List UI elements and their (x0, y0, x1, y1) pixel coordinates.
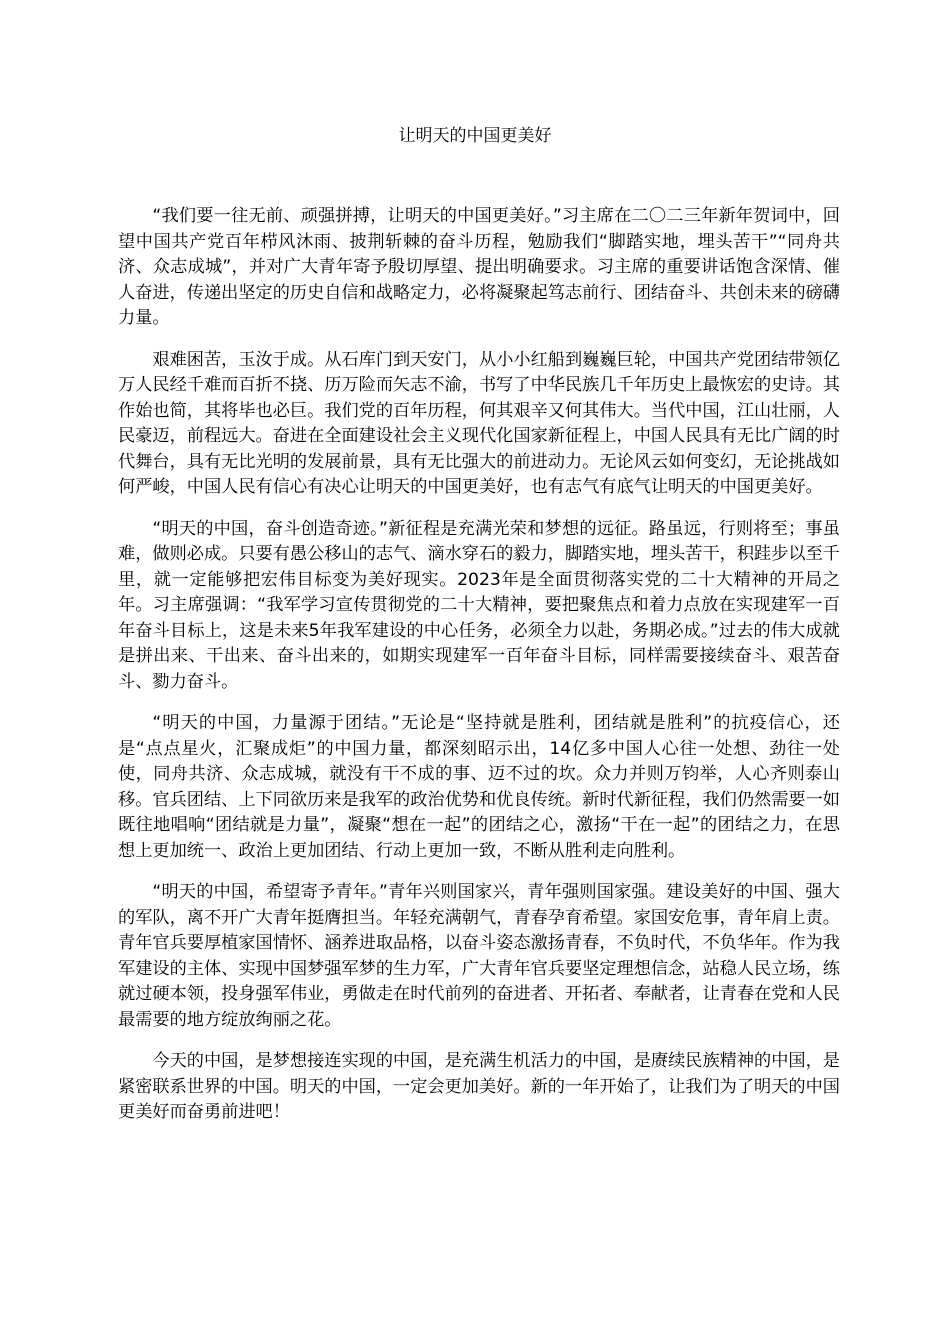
paragraph-1: “我们要一往无前、顽强拼搏，让明天的中国更美好。”习主席在二〇二三年新年贺词中，回望中国共产党百年栉风沐雨、披荆斩棘的奋斗历程，勉励我们“脚踏实地，埋头苦干”“同舟共济、众志成城”，并对广大青年寄予殷切厚望、提出明确要求。习主席的重要讲话饱含深情、催人奋进，传递出坚定的历史自信和战略定力，必将凝聚起笃志前行、团结奋斗、共创未来的磅礴力量。 (118, 206, 840, 328)
paragraph-4: “明天的中国，力量源于团结。”无论是“坚持就是胜利，团结就是胜利”的抗疫信心，还是“点点星火，汇聚成炬”的中国力量，都深刻昭示出，14亿多中国人心往一处想、劲往一处使，同舟共济、众志成城，就没有干不成的事、迈不过的坎。众力并则万钧举，人心齐则泰山移。官兵团结、上下同欲历来是我军的政治优势和优良传统。新时代新征程，我们仍然需要一如既往地唱响“团结就是力量”，凝聚“想在一起”的团结之心，激扬“干在一起”的团结之力，在思想上更加统一、政治上更加团结、行动上更加一致，不断从胜利走向胜利。 (118, 713, 840, 861)
paragraph-3: “明天的中国，奋斗创造奇迹。”新征程是充满光荣和梦想的远征。路虽远，行则将至；事虽难，做则必成。只要有愚公移山的志气、滴水穿石的毅力，脚踏实地，埋头苦干，积跬步以至千里，就一定能够把宏伟目标变为美好现实。2023年是全面贯彻落实党的二十大精神的开局之年。习主席强调：“我军学习宣传贯彻党的二十大精神，要把聚焦点和着力点放在实现建军一百年奋斗目标上，这是未来5年我军建设的中心任务，必须全力以赴，务期必成。”过去的伟大成就是拼出来、干出来、奋斗出来的，如期实现建军一百年奋斗目标，同样需要接续奋斗、艰苦奋斗、勠力奋斗。 (118, 518, 840, 692)
paragraph-5: “明天的中国，希望寄予青年。”青年兴则国家兴，青年强则国家强。建设美好的中国、强大的军队，离不开广大青年挺膺担当。年轻充满朝气，青春孕育希望。家国安危事，青年肩上责。青年官兵要厚植家国情怀、涵养进取品格，以奋斗姿态激扬青春，不负时代，不负华年。作为我军建设的主体、实现中国梦强军梦的生力军，广大青年官兵要坚定理想信念，站稳人民立场，练就过硬本领，投身强军伟业，勇做走在时代前列的奋进者、开拓者、奉献者，让青春在党和人民最需要的地方绽放绚丽之花。 (118, 882, 840, 1030)
paragraph-6: 今天的中国，是梦想接连实现的中国，是充满生机活力的中国，是赓续民族精神的中国，是紧密联系世界的中国。明天的中国，一定会更加美好。新的一年开始了，让我们为了明天的中国更美好而奋勇前进吧！ (118, 1051, 840, 1122)
paragraph-2: 艰难困苦，玉汝于成。从石库门到天安门，从小小红船到巍巍巨轮，中国共产党团结带领亿万人民经千难而百折不挠、历万险而矢志不渝，书写了中华民族几千年历史上最恢宏的史诗。其作始也简，其将毕也必巨。我们党的百年历程，何其艰辛又何其伟大。当代中国，江山壮丽，人民豪迈，前程远大。奋进在全面建设社会主义现代化国家新征程上，中国人民具有无比广阔的时代舞台，具有无比光明的发展前景，具有无比强大的前进动力。无论风云如何变幻，无论挑战如何严峻，中国人民有信心有决心让明天的中国更美好，也有志气有底气让明天的中国更美好。 (118, 349, 840, 497)
document-body (118, 204, 840, 1142)
document-title: 让明天的中国更美好 (398, 126, 552, 146)
